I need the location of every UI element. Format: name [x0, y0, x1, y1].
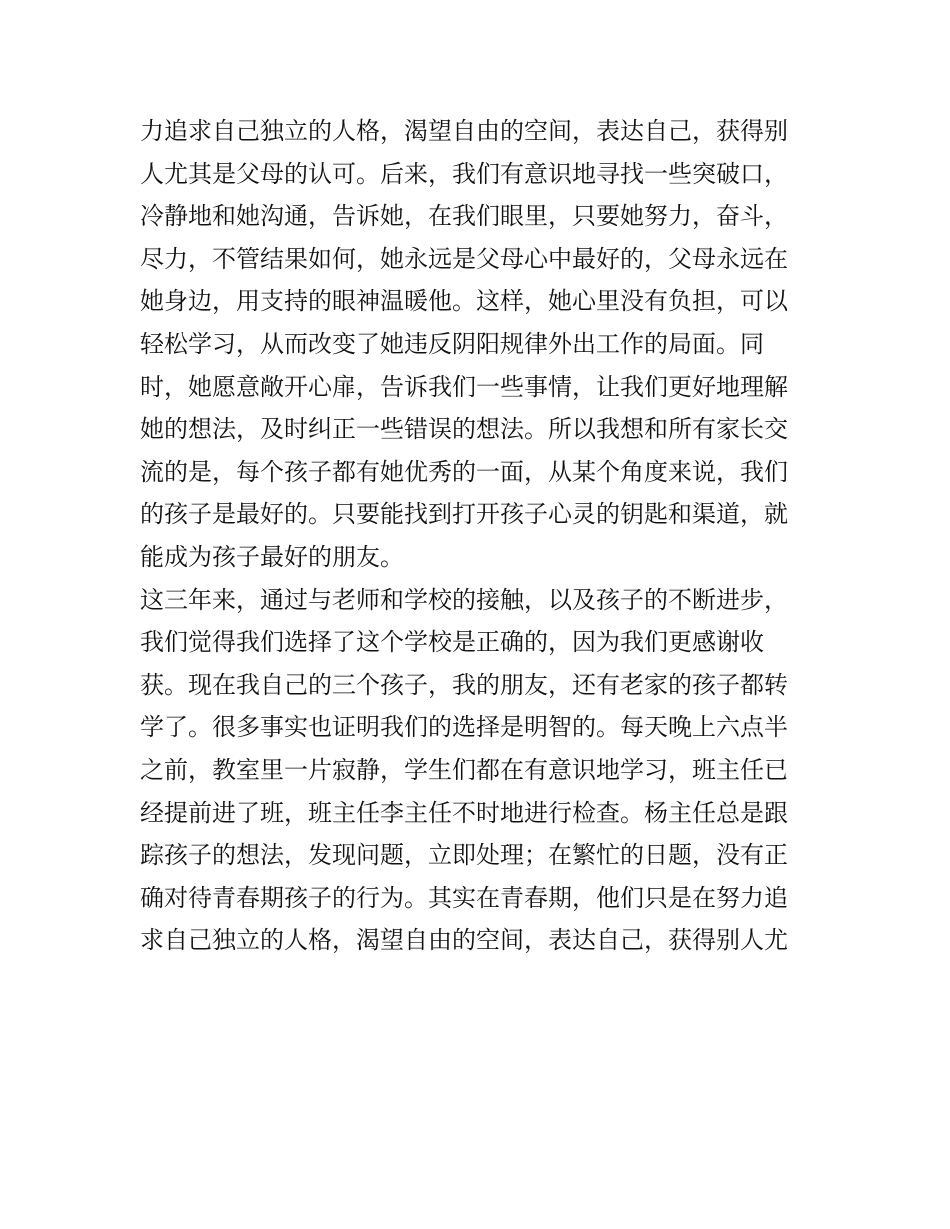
text-line: 这三年来，通过与老师和学校的接触，以及孩子的不断进步， — [140, 585, 788, 614]
text-line: 之前，教室里一片寂静，学生们都在有意识地学习，班主任已 — [140, 755, 788, 784]
text-line: 她的想法，及时纠正一些错误的想法。所以我想和所有家长交 — [140, 415, 788, 444]
text-line: 流的是，每个孩子都有她优秀的一面，从某个角度来说，我们 — [140, 457, 788, 486]
text-line: 她身边，用支持的眼神温暖他。这样，她心里没有负担，可以 — [140, 287, 788, 316]
text-line: 能成为孩子最好的朋友。 — [140, 542, 404, 571]
text-line: 求自己独立的人格，渴望自由的空间，表达自己，获得别人尤 — [140, 926, 788, 955]
text-line: 的孩子是最好的。只要能找到打开孩子心灵的钥匙和渠道，就 — [140, 500, 788, 529]
text-line: 学了。很多事实也证明我们的选择是明智的。每天晚上六点半 — [140, 713, 788, 742]
body-text — [140, 110, 820, 962]
text-line: 经提前进了班，班主任李主任不时地进行检查。杨主任总是跟 — [140, 798, 788, 827]
text-line: 我们觉得我们选择了这个学校是正确的，因为我们更感谢收 — [140, 628, 764, 657]
text-line: 轻松学习，从而改变了她违反阴阳规律外出工作的局面。同 — [140, 329, 764, 358]
text-line: 人尤其是父母的认可。后来，我们有意识地寻找一些突破口， — [140, 159, 788, 188]
text-line: 获。现在我自己的三个孩子，我的朋友，还有老家的孩子都转 — [140, 670, 788, 699]
text-line: 冷静地和她沟通，告诉她，在我们眼里，只要她努力，奋斗， — [140, 202, 788, 231]
text-line: 力追求自己独立的人格，渴望自由的空间，表达自己，获得别 — [140, 117, 788, 145]
text-line: 时，她愿意敞开心扉，告诉我们一些事情，让我们更好地理解 — [140, 372, 788, 401]
text-line: 确对待青春期孩子的行为。其实在青春期，他们只是在努力追 — [140, 883, 788, 912]
text-line: 踪孩子的想法，发现问题，立即处理；在繁忙的日题，没有正 — [140, 841, 788, 870]
text-line: 尽力，不管结果如何，她永远是父母心中最好的，父母永远在 — [140, 244, 788, 273]
